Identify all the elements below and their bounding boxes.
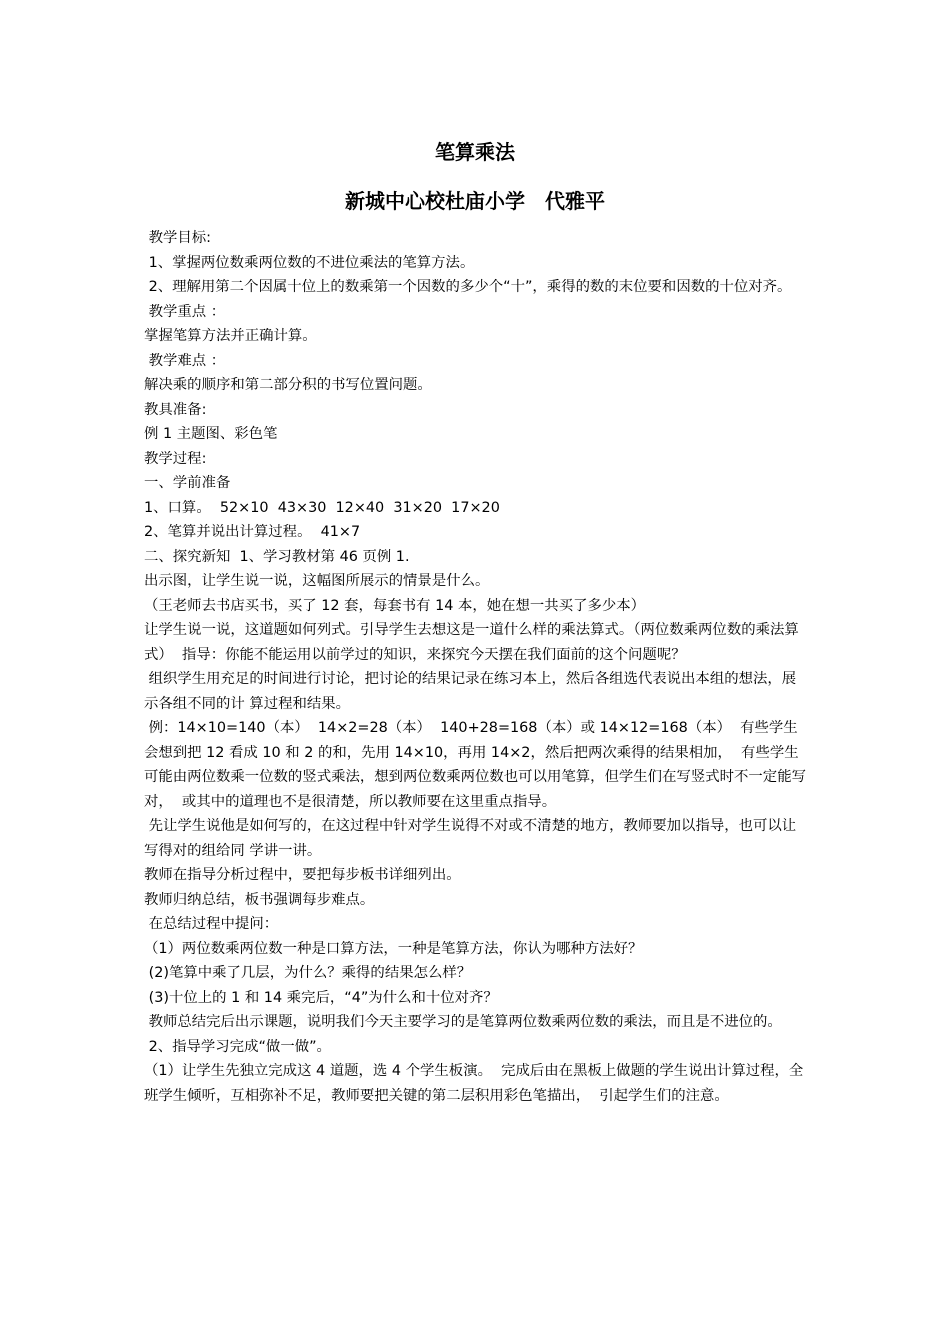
- paragraph-objective-1: 1、掌握两位数乘两位数的不进位乘法的笔算方法。: [144, 254, 475, 271]
- document-title: 笔算乘法: [435, 140, 515, 164]
- paragraph-section-1: 一、学前准备: [144, 475, 231, 491]
- paragraph-example: 例：14×10=140（本） 14×2=28（本） 140+28=168（本）或 14×12=168（本） 有些学生会想到把 12 看成 10 和 2 的和，先用 14×10，再用 14×2，然后把两次乘得的结果相加， 有些学生可能由两位数乘一位数的竖式乘法，想到两位数乘两位数也可以用笔算，但学生们在写竖式时不一定能写对， 或其中的道理也不是很清楚，所以教师要在这里重点指导。: [144, 720, 806, 810]
- paragraph-question-3: (3)十位上的 1 和 14 乘完后，“4”为什么和十位对齐？: [144, 989, 498, 1006]
- paragraph-teacher-board: 教师在指导分析过程中，要把每步板书详细列出。: [144, 867, 461, 883]
- paragraph-question-2: (2)笔算中乘了几层，为什么？乘得的结果怎么样？: [144, 965, 472, 981]
- paragraph-teacher-summary: 教师归纳总结，板书强调每步难点。: [144, 891, 375, 908]
- paragraph-oral-calc: 1、口算。 52×10 43×30 12×40 31×20 17×20: [144, 499, 500, 516]
- paragraph-scenario: （王老师去书店买书，买了 12 套，每套书有 14 本，她在想一共买了多少本）: [144, 597, 646, 614]
- paragraph-practice-1: （1）让学生先独立完成这 4 道题，选 4 个学生板演。 完成后由在黑板上做题的学生说出计算过程，全班学生倾听，互相弥补不足，教师要把关键的第二层积用彩色笔描出， 引起学生们的注意。: [144, 1063, 804, 1104]
- paragraph-objective-2: 2、理解用第二个因属十位上的数乘第一个因数的多少个“十”，乘得的数的末位要和因数的十位对齐。: [144, 279, 792, 295]
- paragraph-show-picture: 出示图，让学生说一说，这幅图所展示的情景是什么。: [144, 573, 490, 589]
- paragraph-key-points-heading: 教学重点 ：: [144, 303, 226, 320]
- paragraph-practice-heading: 2、指导学习完成“做一做”。: [144, 1038, 331, 1055]
- paragraph-group-discussion: 组织学生用充足的时间进行讨论，把讨论的结果记录在练习本上，然后各组选代表说出本组的想法，展示各组不同的计 算过程和结果。: [144, 671, 797, 712]
- paragraph-objectives-heading: 教学目标:: [144, 230, 211, 246]
- paragraph-difficulties: 解决乘的顺序和第二部分积的书写位置问题。: [144, 377, 432, 393]
- paragraph-key-points: 掌握笔算方法并正确计算。: [144, 328, 317, 344]
- document-body: [144, 226, 810, 1108]
- paragraph-questions-heading: 在总结过程中提问：: [144, 916, 279, 932]
- paragraph-written-calc: 2、笔算并说出计算过程。 41×7: [144, 524, 361, 540]
- paragraph-section-2: 二、探究新知 1、学习教材第 46 页例 1.: [144, 548, 410, 565]
- paragraph-formula: 让学生说一说，这道题如何列式。引导学生去想这是一道什么样的乘法算式。（两位数乘两位数的乘法算式） 指导：你能不能运用以前学过的知识，来探究今天摆在我们面前的这个问题呢？: [144, 622, 799, 663]
- paragraph-student-explain: 先让学生说他是如何写的，在这过程中针对学生说得不对或不清楚的地方，教师要加以指导，也可以让写得对的组给同 学讲一讲。: [144, 818, 797, 859]
- paragraph-materials-heading: 教具准备:: [144, 401, 207, 418]
- paragraph-question-1: （1）两位数乘两位数一种是口算方法，一种是笔算方法，你认为哪种方法好？: [144, 940, 643, 957]
- document-author-line: 新城中心校杜庙小学 代雅平: [345, 189, 605, 213]
- paragraph-difficulties-heading: 教学难点 ：: [144, 352, 226, 369]
- paragraph-process-heading: 教学过程:: [144, 450, 207, 467]
- paragraph-materials: 例 1 主题图、彩色笔: [144, 426, 278, 442]
- paragraph-topic: 教师总结完后出示课题，说明我们今天主要学习的是笔算两位数乘两位数的乘法，而且是不进位的。: [144, 1014, 782, 1030]
